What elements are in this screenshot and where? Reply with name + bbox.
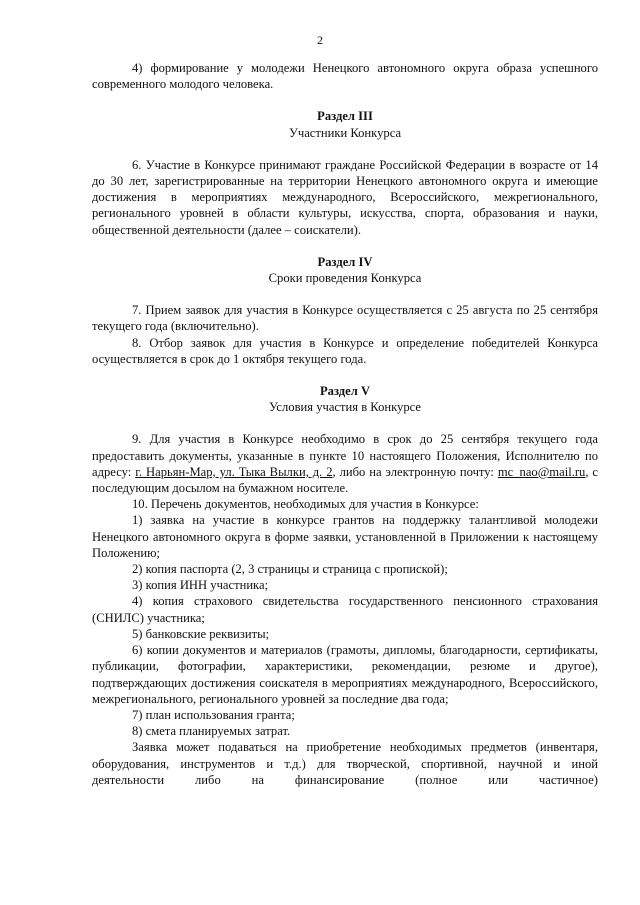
list-item-6: 6) копии документов и материалов (грамоты, дипломы, благодарности, сертификаты, публикации, фотографии, характеристики, рекомендации, резюме и другое), подтверждающих достижения соискателя в мероприятиях международного, Всероссийского, межрегионального, регионального уровней за последние два года; — [92, 643, 598, 706]
paragraph-8: 8. Отбор заявок для участия в Конкурсе и определение победителей Конкурса осуществляется в срок до 1 октября текущего года. — [92, 335, 598, 366]
section-4-title: Сроки проведения Конкурса — [268, 271, 422, 286]
section-5-title: Условия участия в Конкурсе — [269, 400, 421, 415]
section-5-heading: Раздел V — [319, 384, 371, 399]
section-3-title: Участники Конкурса — [288, 125, 402, 140]
paragraph-final: Заявка может подаваться на приобретение необходимых предметов (инвентаря, оборудования, инструментов и т.д.) для творческой, спортивной, научной и иной деятельности либо на финансирование (полное или частичное) — [92, 740, 598, 787]
email-link[interactable]: mc_nao@mail.ru — [497, 464, 586, 479]
address-text: г. Нарьян-Мар, ул. Тыка Вылки, д. 2 — [135, 464, 333, 479]
list-item-1: 1) заявка на участие в конкурсе грантов на поддержку талантливой молодежи Ненецкого автономного округа в форме заявки, установленной в Приложении к настоящему Положению; — [92, 513, 598, 560]
paragraph-7: 7. Прием заявок для участия в Конкурсе осуществляется с 25 августа по 25 сентября текущего года (включительно). — [92, 303, 598, 334]
list-item-8: 8) смета планируемых затрат. — [132, 724, 291, 739]
paragraph-6: 6. Участие в Конкурсе принимают граждане Российской Федерации в возрасте от 14 до 30 лет, зарегистрированные на территории Ненецкого автономного округа и имеющие достижения в мероприятиях международного, Всероссийского, межрегионального, регионального уровней в области культуры, искусства, спорта, образования и науки, общественной деятельности (далее – соискатели). — [92, 157, 598, 237]
list-item-7: 7) план использования гранта; — [132, 707, 295, 722]
section-3-heading: Раздел III — [317, 109, 373, 124]
list-item-2: 2) копия паспорта (2, 3 страницы и страница с пропиской); — [132, 562, 448, 577]
list-item-3: 3) копия ИНН участника; — [132, 578, 269, 593]
paragraph-9-between: , либо на электронную почту: — [332, 464, 498, 479]
list-item-4: 4) копия страхового свидетельства государственного пенсионного страхования (СНИЛС) участника; — [92, 594, 598, 625]
paragraph-item-4: 4) формирование у молодежи Ненецкого автономного округа образа успешного современного молодого человека. — [92, 61, 598, 92]
paragraph-9-after: , с последующим досылом на бумажном носителе. — [92, 464, 599, 496]
list-item-5: 5) банковские реквизиты; — [132, 626, 270, 641]
section-4-heading: Раздел IV — [317, 254, 373, 269]
paragraph-9 — [92, 431, 598, 496]
document-body — [92, 60, 598, 788]
paragraph-10: 10. Перечень документов, необходимых для участия в Конкурсе: — [132, 497, 479, 512]
page-number: 2 — [317, 33, 323, 47]
paragraph-9-text: 9. Для участия в Конкурсе необходимо в срок до 25 сентября текущего года предоставить документы, указанные в пункте 10 настоящего Положения, Исполнителю по адресу: — [92, 432, 598, 479]
